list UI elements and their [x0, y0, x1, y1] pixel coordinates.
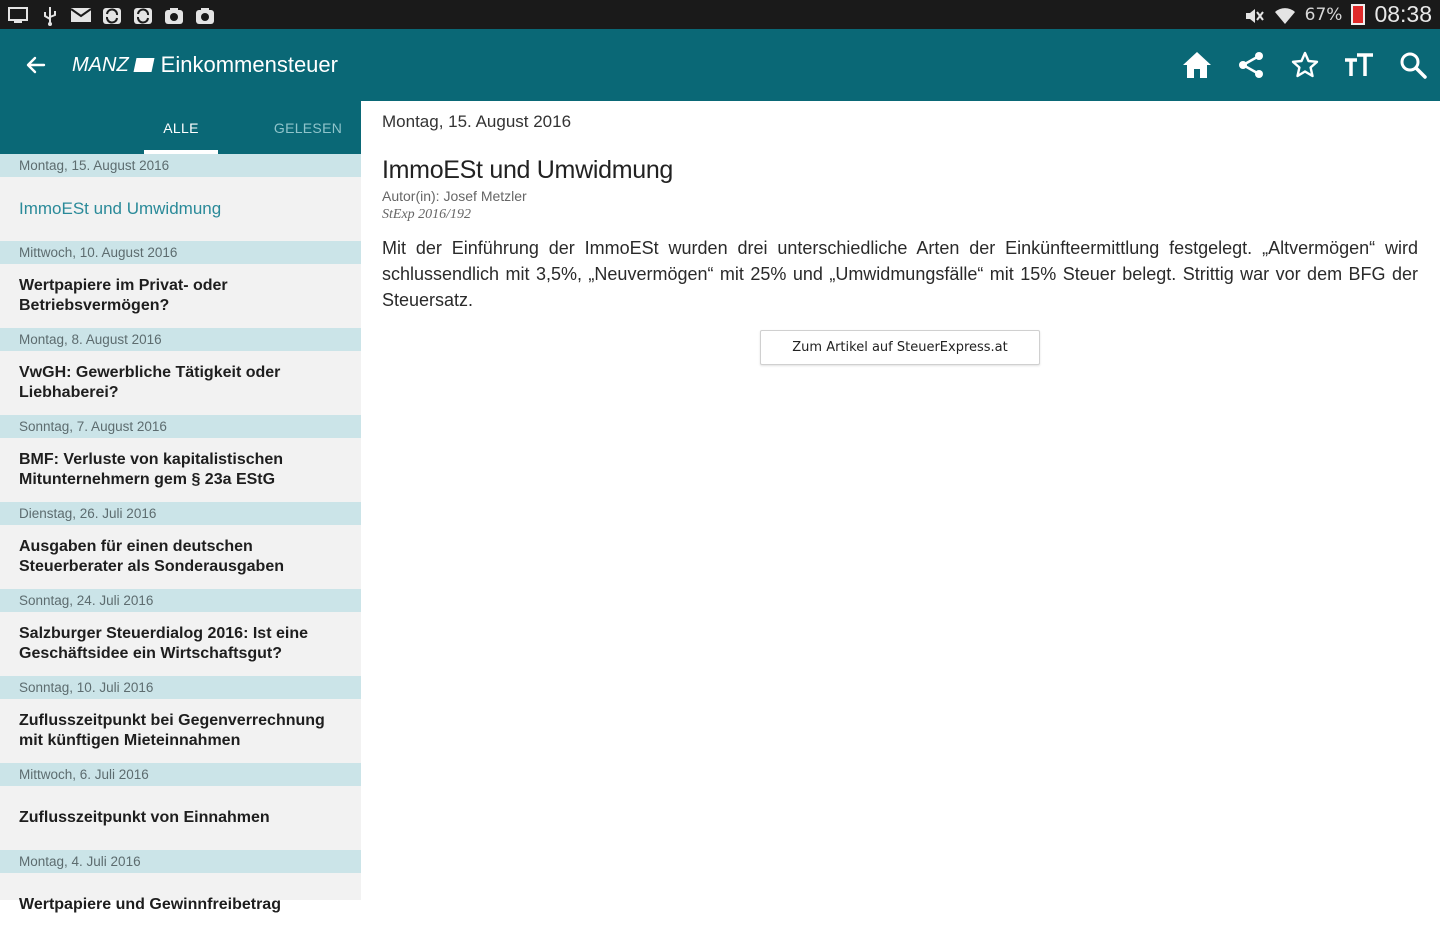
- list-item[interactable]: BMF: Verluste von kapitalistischen Mitunternehmern gem § 23a EStG: [19, 451, 284, 488]
- share-button[interactable]: [1224, 29, 1278, 101]
- list-date-header: Dienstag, 26. Juli 2016: [0, 502, 361, 525]
- tab-read[interactable]: GELESEN: [273, 119, 343, 136]
- list-date-header: Mittwoch, 10. August 2016: [0, 241, 361, 264]
- screen-cast-icon: [8, 6, 30, 24]
- list-date-header: Montag, 8. August 2016: [0, 328, 361, 351]
- battery-icon: [1351, 4, 1365, 25]
- home-icon: [1181, 50, 1213, 80]
- filter-tabs: [0, 101, 361, 154]
- status-bar-right: [1243, 1, 1432, 28]
- list-date-header: Sonntag, 7. August 2016: [0, 415, 361, 438]
- article-date: Montag, 15. August 2016: [382, 112, 572, 131]
- mute-icon: [1243, 6, 1265, 24]
- favorite-button[interactable]: [1278, 29, 1332, 101]
- sync-icon: [132, 6, 154, 24]
- tab-all[interactable]: ALLE: [144, 101, 218, 154]
- camera-icon: [194, 6, 216, 24]
- list-date-header: Montag, 4. Juli 2016: [0, 850, 361, 873]
- text-size-button[interactable]: [1332, 29, 1386, 101]
- list-item[interactable]: Ausgaben für einen deutschen Steuerberater als Sonderausgaben: [19, 538, 284, 575]
- list-item[interactable]: Wertpapiere im Privat- oder Betriebsvermögen?: [19, 277, 228, 314]
- star-icon: [1290, 50, 1320, 80]
- app-title: [72, 52, 338, 78]
- app-bar: [0, 29, 1440, 101]
- wifi-icon: [1274, 6, 1296, 24]
- status-bar-left: [8, 6, 216, 24]
- article-title: ImmoESt und Umwidmung: [382, 156, 674, 184]
- page-title: Einkommensteuer: [160, 52, 338, 77]
- list-item[interactable]: VwGH: Gewerbliche Tätigkeit oder Liebhaberei?: [19, 364, 281, 401]
- article-body: Mit der Einführung der ImmoESt wurden drei unterschiedliche Arten der Einkünfteermittlung festgelegt. „Altvermögen“ wird schlussendlich mit 3,5%, „Neuvermögen“ mit 25% und „Umwidmungsfälle“ mit 15% Steuer belegt. Strittig war vor dem BFG der Steuersatz.: [382, 238, 1418, 310]
- article-author: Autor(in): Josef Metzler: [382, 188, 527, 204]
- share-icon: [1236, 50, 1266, 80]
- search-icon: [1398, 50, 1428, 80]
- search-button[interactable]: [1386, 29, 1440, 101]
- article-detail: [361, 101, 1440, 900]
- list-item[interactable]: ImmoESt und Umwidmung: [19, 199, 222, 218]
- list-date-header: Montag, 15. August 2016: [0, 154, 361, 177]
- camera-icon: [163, 6, 185, 24]
- list-date-header: Sonntag, 24. Juli 2016: [0, 589, 361, 612]
- article-link-wrap: [382, 330, 1418, 365]
- arrow-back-icon: [24, 53, 48, 77]
- list-item[interactable]: Zuflusszeitpunkt bei Gegenverrechnung mit künftigen Mieteinnahmen: [19, 712, 325, 749]
- home-button[interactable]: [1170, 29, 1224, 101]
- open-article-button[interactable]: Zum Artikel auf SteuerExpress.at: [760, 330, 1040, 365]
- list-date-header: Mittwoch, 6. Juli 2016: [0, 763, 361, 786]
- clock: 08:38: [1374, 1, 1432, 27]
- list-item[interactable]: Wertpapiere und Gewinnfreibetrag: [19, 896, 281, 913]
- list-date-header: Sonntag, 10. Juli 2016: [0, 676, 361, 699]
- brand-logo: MANZ: [72, 53, 129, 76]
- back-button[interactable]: [0, 29, 72, 101]
- text-size-icon: [1343, 50, 1375, 80]
- status-bar: [0, 0, 1440, 29]
- brand-mark-icon: [133, 58, 154, 72]
- app-bar-actions: [1170, 29, 1440, 101]
- list-item[interactable]: Zuflusszeitpunkt von Einnahmen: [19, 809, 270, 826]
- battery-percent: 67%: [1304, 4, 1343, 25]
- sync-icon: [101, 6, 123, 24]
- mail-icon: [70, 6, 92, 24]
- usb-icon: [39, 6, 61, 24]
- article-source: StExp 2016/192: [382, 207, 472, 222]
- list-item[interactable]: Salzburger Steuerdialog 2016: Ist eine Geschäftsidee ein Wirtschaftsgut?: [19, 625, 308, 662]
- article-list-panel: [0, 101, 361, 913]
